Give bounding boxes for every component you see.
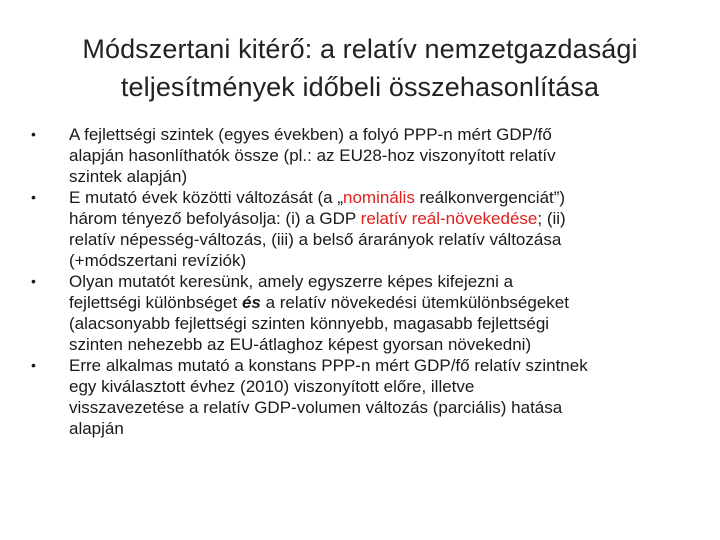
- bullet-marker: •: [31, 357, 36, 373]
- bullet-text-line: [69, 292, 710, 313]
- bullet-marker: •: [31, 126, 36, 142]
- text-run: fejlettségi különbséget: [69, 293, 242, 312]
- text-run: E mutató évek közötti változását (a „: [69, 188, 344, 207]
- bullet-text-line: alapján: [69, 419, 124, 438]
- title-line-2: teljesítmények időbeli összehasonlítása: [120, 72, 600, 102]
- bullet-item: [30, 355, 710, 439]
- bullet-text-line: [69, 187, 710, 208]
- bullet-text-line: Erre alkalmas mutató a konstans PPP-n mért GDP/fő relatív szintnek: [69, 356, 588, 375]
- bullet-item: [30, 187, 710, 271]
- text-run: ; (ii): [537, 209, 566, 228]
- bullet-text-line: relatív népesség-változás, (iii) a belső árarányok relatív változása: [69, 230, 562, 249]
- bullet-text-line: szintek alapján): [69, 167, 188, 186]
- text-run: reálkonvergenciát”): [414, 188, 566, 207]
- bullet-item: [30, 124, 710, 187]
- bullet-text-line: A fejlettségi szintek (egyes években) a folyó PPP-n mért GDP/fő: [69, 125, 552, 144]
- bullet-text-line: [69, 208, 710, 229]
- bullet-marker: •: [31, 189, 36, 205]
- bullet-text-line: Olyan mutatót keresünk, amely egyszerre képes kifejezni a: [69, 272, 514, 291]
- highlighted-term: nominális: [343, 188, 415, 207]
- bullet-text-line: szinten nehezebb az EU-átlaghoz képest gyorsan növekedni): [69, 335, 532, 354]
- bullet-item: [30, 271, 710, 355]
- bullet-text-line: alapján hasonlíthatók össze (pl.: az EU28-hoz viszonyított relatív: [69, 146, 556, 165]
- text-run: a relatív növekedési ütemkülönbségeket: [260, 293, 569, 312]
- bullet-list: [30, 124, 710, 439]
- bullet-text-line: visszavezetése a relatív GDP-volumen változás (parciális) hatása: [69, 398, 563, 417]
- slide-title: [40, 30, 680, 106]
- bullet-text-line: egy kiválasztott évhez (2010) viszonyított előre, illetve: [69, 377, 475, 396]
- bullet-marker: •: [31, 273, 36, 289]
- title-line-1: Módszertani kitérő: a relatív nemzetgazdasági: [82, 34, 638, 64]
- bullet-text-line: (alacsonyabb fejlettségi szinten könnyebb, magasabb fejlettségi: [69, 314, 550, 333]
- emphasized-word: és: [241, 293, 261, 312]
- bullet-text-line: (+módszertani revíziók): [69, 251, 247, 270]
- highlighted-term: relatív reál-növekedése: [360, 209, 538, 228]
- text-run: három tényező befolyásolja: (i) a GDP: [69, 209, 361, 228]
